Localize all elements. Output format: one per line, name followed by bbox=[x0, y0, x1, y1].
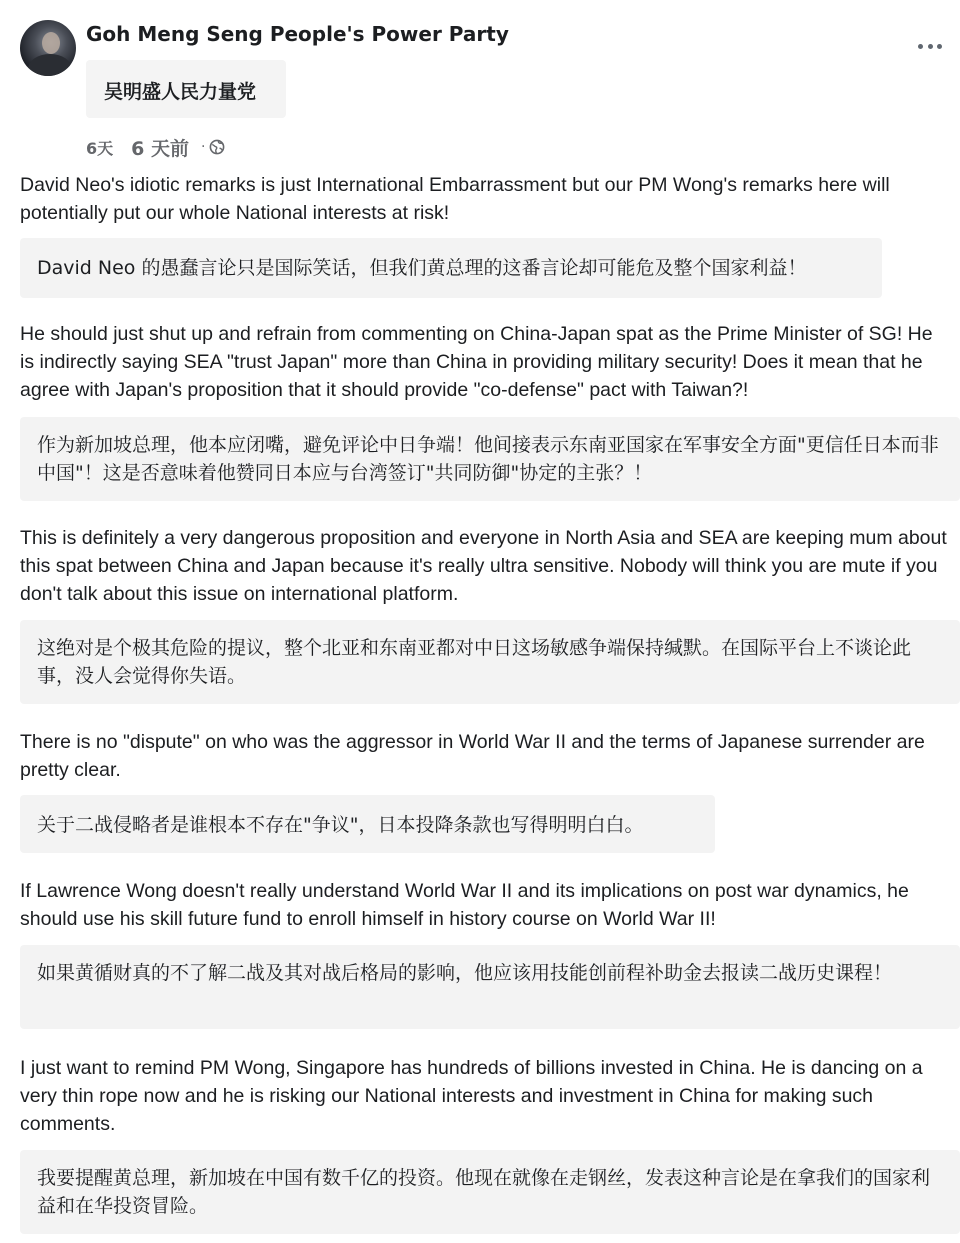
post-meta bbox=[86, 135, 225, 159]
post-paragraph-english: This is definitely a very dangerous proposition and everyone in North Asia and SEA are keeping mum about this spat between China and Japan because it's really ultra sensitive. Nobody will think you are mute if you don't talk about this issue on international platform. bbox=[20, 527, 947, 605]
page-name-translation bbox=[86, 60, 286, 118]
more-options-icon[interactable] bbox=[918, 38, 942, 54]
translation-box bbox=[20, 620, 960, 704]
post-paragraph-chinese: 这绝对是个极其危险的提议，整个北亚和东南亚都对中日这场敏感争端保持缄默。在国际平台上不谈论此事，没人会觉得你失语。 bbox=[37, 637, 912, 687]
page-name-translation-text: 吴明盛人民力量党 bbox=[104, 81, 257, 103]
dot-icon bbox=[928, 44, 933, 49]
post-paragraph-english: If Lawrence Wong doesn't really understand World War II and its implications on post war dynamics, he should use his skill future fund to enroll himself in history course on World War II! bbox=[20, 880, 909, 930]
translation-box bbox=[20, 945, 960, 1029]
post-paragraph-chinese: 我要提醒黄总理，新加坡在中国有数千亿的投资。他现在就像在走钢丝，发表这种言论是在拿我们的国家利益和在华投资冒险。 bbox=[37, 1167, 931, 1217]
post-paragraph-chinese: 作为新加坡总理，他本应闭嘴，避免评论中日争端！他间接表示东南亚国家在军事安全方面"更信任日本而非中国"！这是否意味着他赞同日本应与台湾签订"共同防御"协定的主张？！ bbox=[37, 434, 939, 484]
post-paragraph-chinese: 如果黄循财真的不了解二战及其对战后格局的影响，他应该用技能创前程补助金去报读二战历史课程！ bbox=[37, 962, 893, 984]
avatar-face bbox=[42, 32, 60, 54]
post-paragraph-chinese: 关于二战侵略者是谁根本不存在"争议"，日本投降条款也写得明明白白。 bbox=[37, 814, 644, 836]
translation-box bbox=[20, 417, 960, 501]
dot-icon bbox=[918, 44, 923, 49]
post-paragraph-english: There is no "dispute" on who was the aggressor in World War II and the terms of Japanese surrender are pretty clear. bbox=[20, 731, 925, 781]
avatar[interactable] bbox=[20, 20, 76, 76]
dot-icon bbox=[937, 44, 942, 49]
post-paragraph-chinese: David Neo 的愚蠢言论只是国际笑话，但我们黄总理的这番言论却可能危及整个国家利益！ bbox=[37, 257, 807, 279]
post-paragraph-english: David Neo's idiotic remarks is just International Embarrassment but our PM Wong's remarks here will potentially put our whole National interests at risk! bbox=[20, 174, 890, 224]
translation-box bbox=[20, 238, 882, 298]
meta-separator: · bbox=[200, 139, 206, 155]
page-name-link[interactable]: Goh Meng Seng People's Power Party bbox=[86, 22, 509, 46]
timestamp-link[interactable]: 6天 bbox=[86, 138, 114, 158]
translation-box bbox=[20, 1150, 960, 1234]
post-paragraph-english: I just want to remind PM Wong, Singapore has hundreds of billions invested in China. He is dancing on a very thin rope now and he is risking our National interests and investment in China for making such comments. bbox=[20, 1057, 923, 1135]
translation-box bbox=[20, 795, 715, 853]
globe-icon[interactable] bbox=[209, 139, 225, 155]
timestamp-translation: 6 天前 bbox=[131, 137, 189, 160]
post-paragraph-english: He should just shut up and refrain from commenting on China-Japan spat as the Prime Minister of SG! He is indirectly saying SEA "trust Japan" more than China in providing military security! Does it mean that he agree with Japan's proposition that it should provide "co-defense" pact with Taiwan?! bbox=[20, 323, 933, 401]
avatar-shoulders bbox=[28, 54, 72, 76]
